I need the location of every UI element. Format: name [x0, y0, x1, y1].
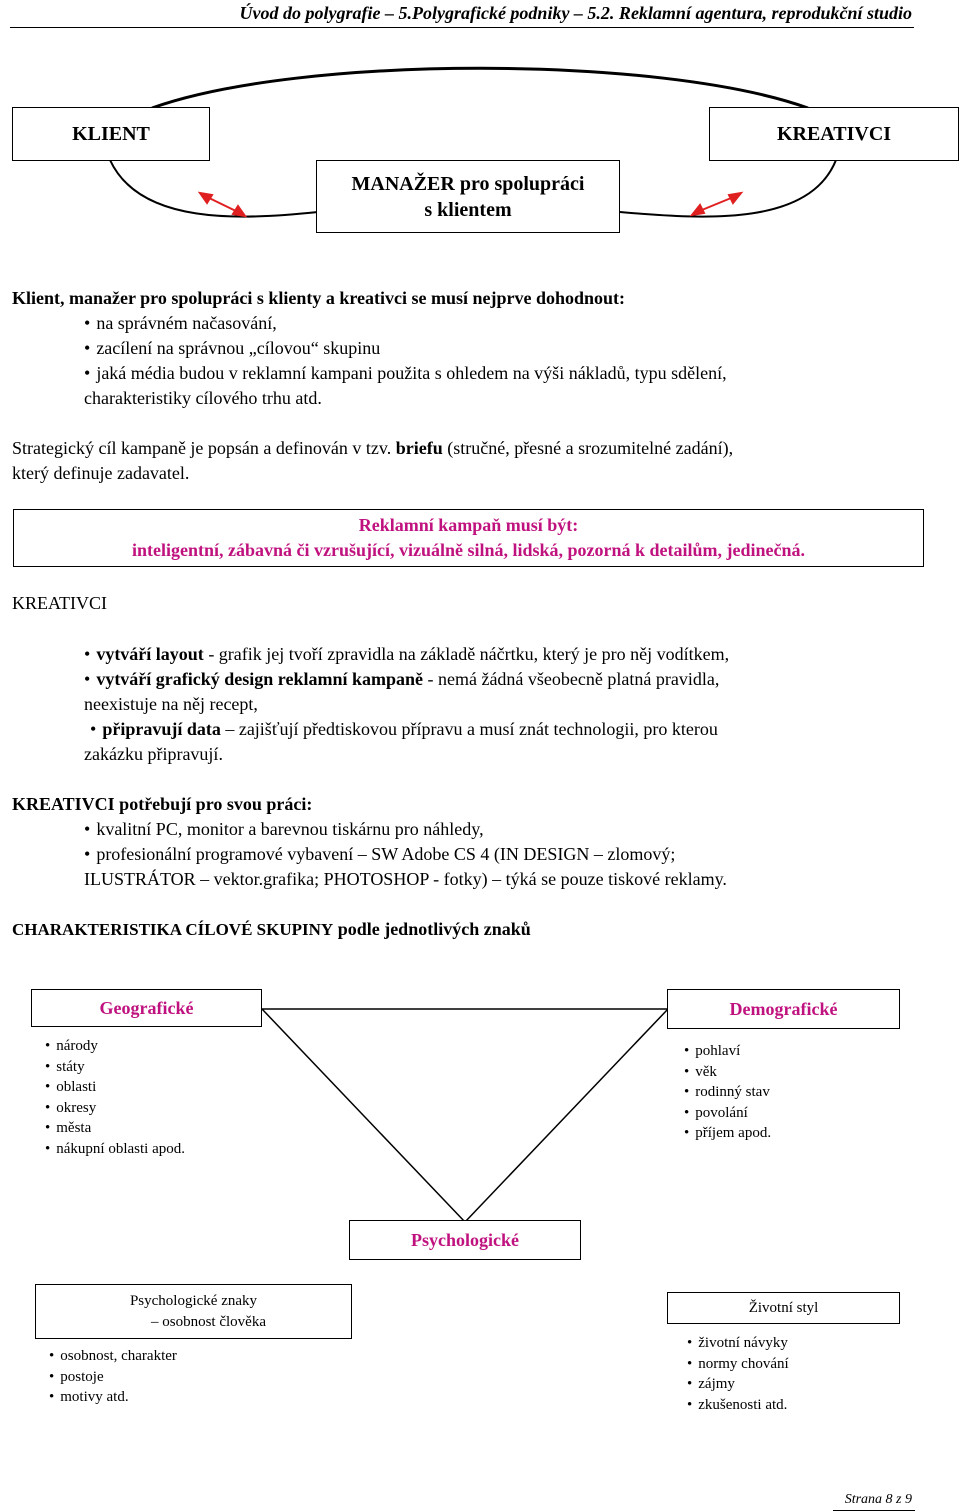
intro-bullet-3: • jaká média budou v reklamní kampani použita s ohledem na výši nákladů, typu sdělení,: [84, 361, 727, 386]
demo-item: • rodinný stav: [684, 1082, 771, 1103]
psych-traits-item: • postoje: [49, 1367, 177, 1388]
strategy-brief: briefu: [395, 438, 443, 458]
creatives-bullet-2: [84, 667, 719, 692]
manager-box: [316, 160, 620, 233]
client-label: KLIENT: [72, 122, 150, 145]
intro-bullet-3-cont: charakteristiky cílového trhu atd.: [84, 388, 322, 408]
curve-right: [620, 160, 836, 217]
arc-connector: [152, 68, 808, 108]
lifestyle-item: • životní návyky: [687, 1333, 789, 1354]
creatives-heading: KREATIVCI: [12, 593, 107, 613]
geo-item: • nákupní oblasti apod.: [45, 1139, 185, 1160]
intro-bullet-2: • zacílení na správnou „cílovou“ skupinu: [84, 336, 380, 361]
strategy-line2: který definuje zadavatel.: [12, 463, 190, 483]
geo-title: Geografické: [99, 997, 194, 1018]
lifestyle-item: • normy chování: [687, 1354, 789, 1375]
demo-item: • věk: [684, 1062, 771, 1083]
creatives-label: KREATIVCI: [776, 122, 892, 145]
geo-item: • oblasti: [45, 1077, 185, 1098]
demo-box: [667, 989, 900, 1029]
creatives-bullet-3-cont: zakázku připravují.: [84, 744, 223, 764]
manager-line1: MANAŽER pro spolupráci: [351, 172, 585, 195]
needs-bullet-1: • kvalitní PC, monitor a barevnou tiskárnu pro náhledy,: [84, 817, 484, 842]
strategy-text-a: Strategický cíl kampaně je popsán a definován v tzv.: [12, 438, 396, 458]
strategy-text-b: (stručné, přesné a srozumitelné zadání),: [442, 438, 734, 458]
psych-box: [349, 1220, 581, 1260]
double-arrow-right-icon: [692, 193, 741, 215]
creatives-bullet-2-cont: neexistuje na něj recept,: [84, 694, 258, 714]
double-arrow-left-icon: [200, 193, 245, 216]
demo-list: [684, 1041, 771, 1144]
intro-bullet-1: • na správném načasování,: [84, 311, 277, 336]
needs-bullet-2-cont: ILUSTRÁTOR – vektor.grafika; PHOTOSHOP - fotky) – týká se pouze tiskové reklamy.: [84, 869, 727, 889]
lifestyle-item: • zkušenosti atd.: [687, 1395, 789, 1416]
campaign-line1: Reklamní kampaň musí být:: [358, 515, 579, 535]
manager-line2: s klientem: [424, 198, 512, 221]
psych-traits-item: • osobnost, charakter: [49, 1346, 177, 1367]
creatives-b2-bold: vytváří grafický design reklamní kampaně: [96, 669, 423, 689]
demo-title: Demografické: [729, 998, 838, 1019]
psych-traits-line2: – osobnost člověka: [151, 1313, 266, 1330]
lifestyle-item: • zájmy: [687, 1374, 789, 1395]
creatives-b3-rest: – zajišťují předtiskovou přípravu a musí znát technologii, pro kterou: [220, 719, 718, 739]
demo-item: • povolání: [684, 1103, 771, 1124]
demo-item: • pohlaví: [684, 1041, 771, 1062]
creatives-bullet-3: [90, 717, 718, 742]
strategy-line1: [12, 436, 733, 461]
demo-item: • příjem apod.: [684, 1123, 771, 1144]
lifestyle-box: [667, 1292, 900, 1324]
creatives-b1-bold: vytváří layout: [96, 644, 204, 664]
page-number: Strana 8 z 9: [844, 1492, 912, 1507]
intro-heading: Klient, manažer pro spolupráci s klienty a kreativci se musí nejprve dohodnout:: [12, 288, 626, 308]
psych-title: Psychologické: [411, 1229, 519, 1250]
geo-item: • národy: [45, 1036, 185, 1057]
lifestyle-title: Životní styl: [748, 1299, 819, 1316]
client-box: [12, 107, 210, 161]
creatives-b3-bold: připravují data: [102, 719, 221, 739]
creatives-b1-rest: - grafik jej tvoří zpravidla na základě náčrtku, který je pro něj vodítkem,: [203, 644, 730, 664]
psych-traits-list: [49, 1346, 177, 1408]
creatives-box: [709, 107, 959, 161]
needs-bullet-2: • profesionální programové vybavení – SW Adobe CS 4 (IN DESIGN – zlomový;: [84, 842, 675, 867]
geo-box: [31, 989, 262, 1027]
geo-item: • města: [45, 1118, 185, 1139]
creatives-bullet-1: [84, 642, 729, 667]
curve-left: [110, 160, 318, 217]
geo-item: • okresy: [45, 1098, 185, 1119]
psych-traits-box: [35, 1284, 352, 1339]
needs-heading: KREATIVCI potřebují pro svou práci:: [12, 794, 313, 814]
target-group-rest: podle jednotlivých znaků: [333, 919, 531, 939]
creatives-b2-rest: - nemá žádná všeobecně platná pravidla,: [422, 669, 720, 689]
psych-traits-line1: Psychologické znaky: [129, 1292, 258, 1309]
psych-traits-item: • motivy atd.: [49, 1387, 177, 1408]
lifestyle-list: [687, 1333, 789, 1415]
geo-list: [45, 1036, 185, 1160]
geo-item: • státy: [45, 1057, 185, 1078]
campaign-box: [13, 509, 924, 567]
target-group-caps: CHARAKTERISTIKA CÍLOVÉ SKUPINY: [12, 920, 334, 939]
target-group-heading: [12, 917, 531, 942]
page-header: Úvod do polygrafie – 5.Polygrafické podniky – 5.2. Reklamní agentura, reprodukční studio: [239, 3, 912, 23]
campaign-line2: inteligentní, zábavná či vzrušující, vizuálně silná, lidská, pozorná k detailům, jedinečná.: [131, 540, 806, 560]
